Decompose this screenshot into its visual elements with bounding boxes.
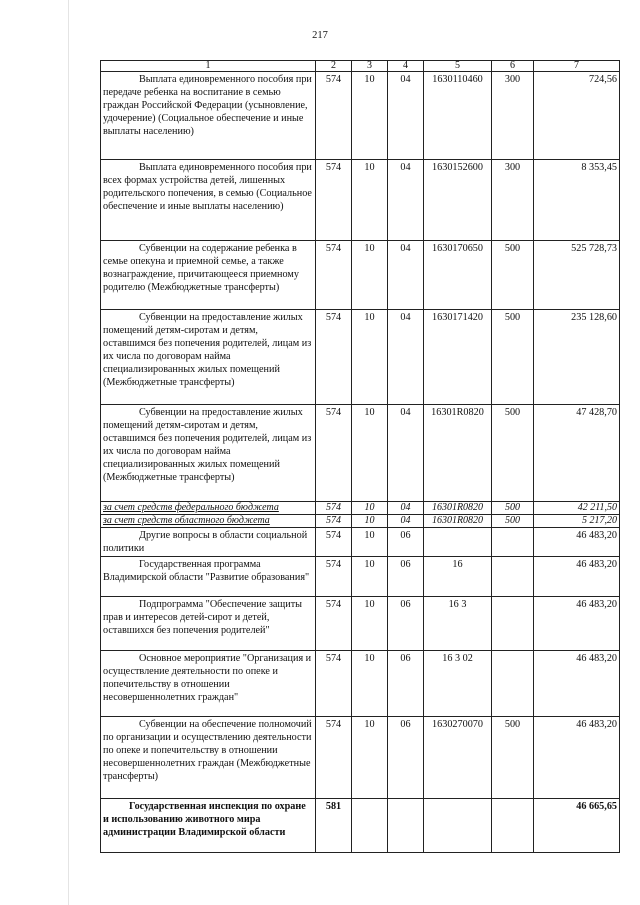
column-header: 6 [492, 61, 534, 72]
column-header: 1 [101, 61, 316, 72]
cell-ministry: 574 [316, 72, 352, 160]
cell-subsection: 04 [388, 515, 424, 528]
cell-amount: 525 728,73 [534, 241, 620, 310]
cell-amount: 46 483,20 [534, 717, 620, 799]
cell-section: 10 [352, 651, 388, 717]
table-row-section [101, 799, 620, 853]
cell-ministry: 574 [316, 515, 352, 528]
cell-ministry: 574 [316, 502, 352, 515]
cell-ministry: 581 [316, 799, 352, 853]
cell-section: 10 [352, 717, 388, 799]
table-row [101, 160, 620, 241]
cell-amount: 46 483,20 [534, 528, 620, 557]
column-header: 5 [424, 61, 492, 72]
page-number: 217 [312, 30, 328, 41]
row-name: за счет средств федерального бюджета [101, 502, 316, 515]
cell-target-article [424, 528, 492, 557]
cell-amount: 46 483,20 [534, 557, 620, 597]
cell-ministry: 574 [316, 557, 352, 597]
cell-section: 10 [352, 160, 388, 241]
column-number-row [101, 61, 620, 72]
cell-target-article: 16301R0820 [424, 515, 492, 528]
row-name: Выплата единовременного пособия при всех формах устройства детей, лишенных родительского попечения, в семью (Социальное обеспечение и иные выплаты населению) [101, 160, 316, 241]
cell-subsection: 04 [388, 502, 424, 515]
row-name: Субвенции на предоставление жилых помещений детям-сиротам и детям, оставшимся без попечения родителей, лицам из их числа по договорам найма специализированных жилых помещений (Межбюджетные трансферты) [101, 405, 316, 502]
cell-target-article: 16 3 02 [424, 651, 492, 717]
cell-expense-type: 500 [492, 515, 534, 528]
cell-expense-type [492, 597, 534, 651]
table-row [101, 557, 620, 597]
cell-subsection: 04 [388, 310, 424, 405]
row-name: Подпрограмма "Обеспечение защиты прав и интересов детей-сирот и детей, оставшихся без попечения родителей" [101, 597, 316, 651]
cell-subsection [388, 799, 424, 853]
cell-target-article: 1630110460 [424, 72, 492, 160]
cell-subsection: 06 [388, 597, 424, 651]
cell-target-article: 16 [424, 557, 492, 597]
cell-subsection: 06 [388, 717, 424, 799]
table-row-sub [101, 502, 620, 515]
cell-ministry: 574 [316, 405, 352, 502]
cell-section: 10 [352, 515, 388, 528]
row-name: Другие вопросы в области социальной политики [101, 528, 316, 557]
cell-expense-type [492, 557, 534, 597]
cell-ministry: 574 [316, 651, 352, 717]
column-header: 7 [534, 61, 620, 72]
cell-expense-type: 500 [492, 405, 534, 502]
column-header: 4 [388, 61, 424, 72]
row-name: Субвенции на обеспечение полномочий по организации и осуществлению деятельности по опеке и попечительству в отношении несовершеннолетних граждан (Межбюджетные трансферты) [101, 717, 316, 799]
cell-expense-type [492, 528, 534, 557]
cell-section: 10 [352, 310, 388, 405]
table-row [101, 717, 620, 799]
cell-target-article: 16301R0820 [424, 405, 492, 502]
cell-section: 10 [352, 405, 388, 502]
cell-ministry: 574 [316, 717, 352, 799]
row-name: за счет средств областного бюджета [101, 515, 316, 528]
cell-amount: 47 428,70 [534, 405, 620, 502]
cell-expense-type [492, 651, 534, 717]
cell-subsection: 04 [388, 160, 424, 241]
cell-expense-type [492, 799, 534, 853]
cell-subsection: 06 [388, 528, 424, 557]
table-row [101, 310, 620, 405]
cell-section: 10 [352, 557, 388, 597]
cell-target-article: 1630170650 [424, 241, 492, 310]
cell-amount: 724,56 [534, 72, 620, 160]
cell-expense-type: 300 [492, 72, 534, 160]
cell-target-article [424, 799, 492, 853]
cell-amount: 46 483,20 [534, 651, 620, 717]
table-row [101, 405, 620, 502]
cell-amount: 46 665,65 [534, 799, 620, 853]
cell-subsection: 06 [388, 557, 424, 597]
cell-amount: 235 128,60 [534, 310, 620, 405]
budget-table [100, 60, 620, 853]
table-row-sub [101, 515, 620, 528]
row-name: Основное мероприятие "Организация и осуществление деятельности по опеке и попечительству в отношении несовершеннолетних граждан" [101, 651, 316, 717]
cell-amount: 5 217,20 [534, 515, 620, 528]
cell-subsection: 06 [388, 651, 424, 717]
row-name: Субвенции на предоставление жилых помещений детям-сиротам и детям, оставшимся без попечения родителей, лицам из их числа по договорам найма специализированных жилых помещений (Межбюджетные трансферты) [101, 310, 316, 405]
table-row [101, 528, 620, 557]
table-row [101, 597, 620, 651]
cell-amount: 46 483,20 [534, 597, 620, 651]
cell-subsection: 04 [388, 405, 424, 502]
column-header: 3 [352, 61, 388, 72]
cell-target-article: 16 3 [424, 597, 492, 651]
cell-expense-type: 300 [492, 160, 534, 241]
cell-ministry: 574 [316, 160, 352, 241]
cell-section: 10 [352, 241, 388, 310]
cell-expense-type: 500 [492, 502, 534, 515]
cell-amount: 42 211,50 [534, 502, 620, 515]
cell-section: 10 [352, 597, 388, 651]
cell-section: 10 [352, 72, 388, 160]
cell-ministry: 574 [316, 241, 352, 310]
table-row [101, 651, 620, 717]
scan-edge-line [68, 0, 69, 905]
table-row [101, 72, 620, 160]
row-name: Государственная инспекция по охране и использованию животного мира администрации Владимирской области [101, 799, 316, 853]
cell-target-article: 16301R0820 [424, 502, 492, 515]
cell-subsection: 04 [388, 241, 424, 310]
row-name: Выплата единовременного пособия при передаче ребенка на воспитание в семью граждан Российской Федерации (усыновление, удочерение) (Социальное обеспечение и иные выплаты населению) [101, 72, 316, 160]
cell-ministry: 574 [316, 310, 352, 405]
cell-section [352, 799, 388, 853]
cell-expense-type: 500 [492, 717, 534, 799]
cell-section: 10 [352, 528, 388, 557]
cell-subsection: 04 [388, 72, 424, 160]
cell-target-article: 1630152600 [424, 160, 492, 241]
cell-ministry: 574 [316, 528, 352, 557]
cell-section: 10 [352, 502, 388, 515]
cell-expense-type: 500 [492, 241, 534, 310]
cell-amount: 8 353,45 [534, 160, 620, 241]
row-name: Субвенции на содержание ребенка в семье опекуна и приемной семье, а также вознаграждение, причитающееся приемному родителю (Межбюджетные трансферты) [101, 241, 316, 310]
cell-target-article: 1630171420 [424, 310, 492, 405]
cell-expense-type: 500 [492, 310, 534, 405]
table-row [101, 241, 620, 310]
cell-ministry: 574 [316, 597, 352, 651]
cell-target-article: 1630270070 [424, 717, 492, 799]
row-name: Государственная программа Владимирской области "Развитие образования" [101, 557, 316, 597]
column-header: 2 [316, 61, 352, 72]
